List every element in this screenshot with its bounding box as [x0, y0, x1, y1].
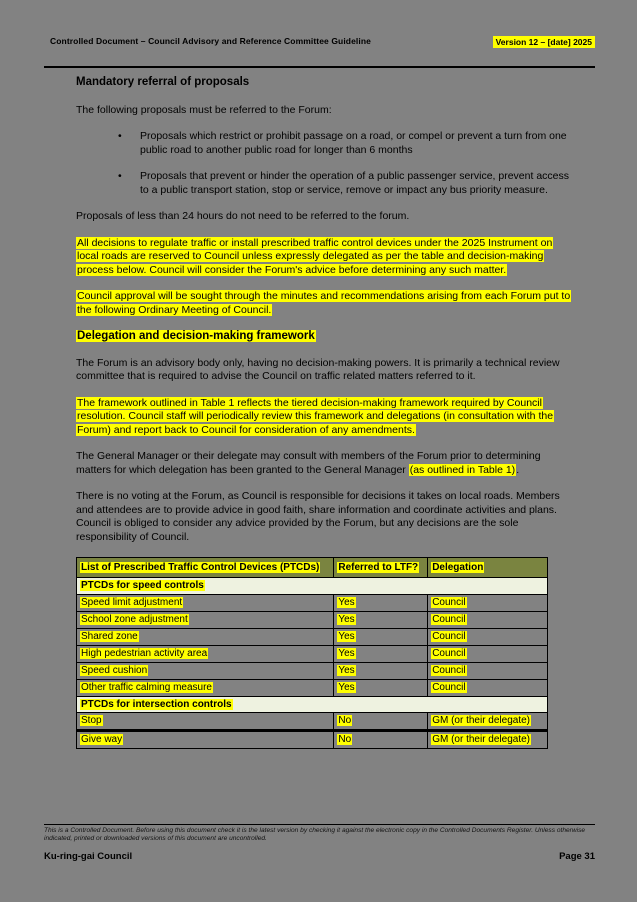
referred-cell: Yes: [334, 662, 428, 679]
version-badge: Version 12 – [date] 2025: [493, 36, 595, 48]
paragraph-advisory-body: The Forum is an advisory body only, having no decision-making powers. It is primarily a technical review committee that is required to advise the Council on traffic related matters referred to it.: [76, 356, 560, 382]
referred-cell: Yes: [334, 611, 428, 628]
column-header-devices: List of Prescribed Traffic Control Devices (PTCDs): [77, 558, 334, 578]
table-row: [77, 645, 548, 662]
highlighted-text: The framework outlined in Table 1 reflects the tiered decision-making framework required by Council resolution. Council staff will periodically review this framework and delegations (in consultation with the Forum) and report back to Council for consideration of any amendments.: [77, 396, 554, 436]
referred-cell: No: [334, 731, 428, 749]
bullet-text: Proposals which restrict or prohibit passage on a road, or compel or prevent a turn from one public road to another public road for longer than 6 months: [140, 130, 567, 156]
page-footer: [44, 824, 595, 862]
table-header-row: [77, 558, 548, 578]
bullet-text: Proposals that prevent or hinder the operation of a public passenger service, prevent access to a public transport station, stop or service, remove or impact any bus priority measure.: [140, 170, 569, 196]
highlighted-text: (as outlined in Table 1): [409, 463, 516, 476]
highlighted-text: Council approval will be sought through the minutes and recommendations arising from each Forum put to the following Ordinary Meeting of Council.: [77, 290, 571, 316]
section-title-intersection-controls: PTCDs for intersection controls: [77, 696, 548, 713]
ptcd-delegation-table: [76, 557, 548, 749]
device-cell: Speed limit adjustment: [77, 594, 334, 611]
bullet-icon: •: [118, 130, 122, 142]
paragraph-all-decisions: [76, 237, 572, 278]
device-cell: School zone adjustment: [77, 611, 334, 628]
referred-cell: Yes: [334, 645, 428, 662]
heading-mandatory-referral: Mandatory referral of proposals: [76, 76, 250, 88]
paragraph-no-voting: There is no voting at the Forum, as Council is responsible for decisions it takes on local roads. Members and attendees are to provide advice in good faith, share information and coordinate activities and plans. Council is obliged to consider any advice provided by the Forum, but any decisions are the sole responsibility of Council.: [76, 490, 560, 543]
referred-cell: Yes: [334, 628, 428, 645]
heading-delegation-framework: [76, 330, 572, 344]
delegation-cell: Council: [428, 645, 548, 662]
column-header-delegation: Delegation: [428, 558, 548, 578]
device-cell: Speed cushion: [77, 662, 334, 679]
paragraph-24-hours: Proposals of less than 24 hours do not need to be referred to the forum.: [76, 210, 410, 222]
referred-cell: Yes: [334, 679, 428, 696]
device-cell: High pedestrian activity area: [77, 645, 334, 662]
table-row: [77, 731, 548, 749]
delegation-cell: Council: [428, 594, 548, 611]
table-row: [77, 713, 548, 731]
highlighted-heading-text: Delegation and decision-making framework: [77, 330, 315, 342]
device-cell: Give way: [77, 731, 334, 749]
table-section-row: [77, 578, 548, 595]
table-row: [77, 594, 548, 611]
device-cell: Shared zone: [77, 628, 334, 645]
page-header: [50, 36, 595, 48]
bullet-icon: •: [118, 170, 122, 182]
delegation-cell: Council: [428, 628, 548, 645]
delegation-cell: GM (or their delegate): [428, 731, 548, 749]
list-item: [118, 170, 572, 197]
table-row: [77, 628, 548, 645]
paragraph-council-approval: [76, 290, 572, 317]
footer-organisation: Ku-ring-gai Council: [44, 851, 133, 862]
document-body: [76, 76, 572, 749]
list-item: [118, 130, 572, 157]
column-header-referred: Referred to LTF?: [334, 558, 428, 578]
delegation-cell: Council: [428, 662, 548, 679]
paragraph-framework: [76, 397, 572, 438]
delegation-cell: GM (or their delegate): [428, 713, 548, 731]
paragraph-intro: The following proposals must be referred to the Forum:: [76, 103, 332, 116]
section-title-speed-controls: PTCDs for speed controls: [77, 578, 548, 595]
paragraph-general-manager: [76, 450, 572, 477]
table-row: [77, 662, 548, 679]
device-cell: Other traffic calming measure: [77, 679, 334, 696]
header-rule: [44, 66, 595, 68]
footer-disclaimer: This is a Controlled Document. Before using this document check it is the latest version by checking it against the electronic copy in the Controlled Documents Register. Unless otherwise indicated, printed or downloaded versions of this document are uncontrolled.: [44, 827, 586, 842]
referred-cell: Yes: [334, 594, 428, 611]
plain-text: The General Manager or their delegate may consult with members of the Forum prior to determining matters for which delegation has been granted to the General Manager: [76, 450, 541, 476]
table-row: [77, 679, 548, 696]
table-row: [77, 611, 548, 628]
proposal-bullet-list: [76, 130, 572, 197]
header-document-title: Controlled Document – Council Advisory and Reference Committee Guideline: [50, 36, 371, 46]
delegation-cell: Council: [428, 611, 548, 628]
plain-text: .: [516, 463, 520, 476]
table-section-row: [77, 696, 548, 713]
delegation-cell: Council: [428, 679, 548, 696]
referred-cell: No: [334, 713, 428, 731]
highlighted-text: All decisions to regulate traffic or install prescribed traffic control devices under the 2025 Instrument on local roads are reserved to Council unless expressly delegated as per the table and decision-making process below. Council will consider the Forum's advice before determining any such matter.: [77, 236, 553, 276]
device-cell: Stop: [77, 713, 334, 731]
footer-page-number: Page 31: [559, 851, 595, 862]
